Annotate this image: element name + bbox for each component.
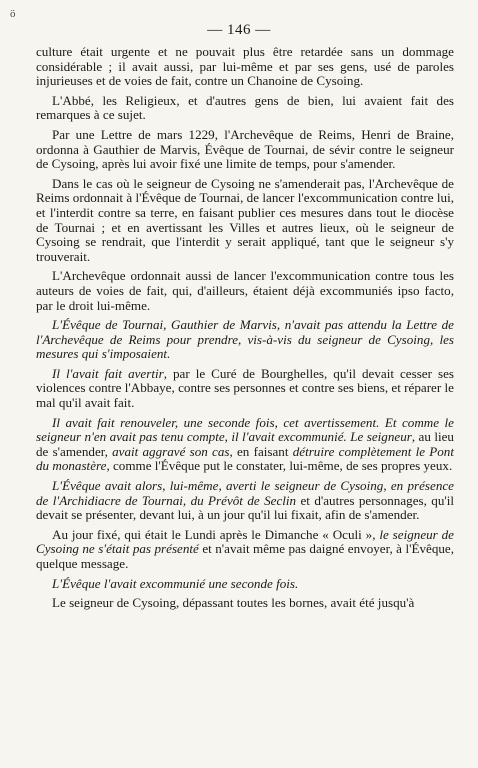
paragraph xyxy=(36,577,454,592)
text-run: L'Abbé, les Religieux, et d'autres gens de bien, lui avaient fait des remarques à ce sujet. xyxy=(36,92,454,123)
text-run: , comme l'Évêque put le constater, lui-même, de ses propres yeux. xyxy=(106,458,453,474)
italic-text: Il l'avait fait avertir xyxy=(52,365,164,381)
italic-text: L'Évêque l'avait excommunié une seconde fois. xyxy=(52,575,299,591)
text-run: et n'avait même pas daigné envoyer, à l'Évêque, quelque message. xyxy=(36,541,454,571)
text-run: culture était urgente et ne pouvait plus être retardée sans un dommage considérable ; il avait aussi, par lui-même et par ses gens, usé de paroles injurieuses et de voies de fait, contre un Chanoine de Cysoing. xyxy=(36,44,454,89)
italic-text: Il avait fait renouveler, une seconde fois, cet avertissement. Et comme le seigneur n'en avait pas tenu compte, il l'avait excommunié. Le seigneur xyxy=(36,414,454,445)
paragraph xyxy=(36,528,454,572)
paragraph xyxy=(36,318,454,362)
paragraph xyxy=(36,94,454,123)
text-run: Au jour fixé, qui était le Lundi après le Dimanche « Oculi », xyxy=(52,526,380,542)
paragraph xyxy=(36,128,454,172)
italic-text: L'Évêque avait alors, lui-même, averti le seigneur de Cysoing, en présence de l'Archidiacre de Tournai, du Prévôt de Seclin xyxy=(36,478,454,508)
paragraph xyxy=(36,269,454,313)
text-run: , en faisant xyxy=(229,443,293,459)
paragraph xyxy=(36,596,454,611)
paragraph xyxy=(36,45,454,89)
paragraph xyxy=(36,367,454,411)
text-run: , au lieu de s'amender, xyxy=(36,429,454,459)
italic-text: détruire complètement le Pont du monastère xyxy=(36,443,454,474)
body-text xyxy=(36,45,454,616)
text-run: L'Archevêque ordonnait aussi de lancer l'excommunication contre tous les auteurs de voies de fait, qui, d'ailleurs, étaient déjà excommuniés ipso facto, par le droit lui-même. xyxy=(36,268,454,313)
corner-mark: ö xyxy=(10,8,16,20)
paragraph xyxy=(36,479,454,523)
paragraph xyxy=(36,177,454,265)
text-run: et d'autres personnages, qu'il devait se présenter, devant lui, à un jour qu'il lui fixait, afin de s'amender. xyxy=(36,492,455,523)
italic-text: avait aggravé son cas xyxy=(112,443,230,459)
text-run: , par le Curé de Bourghelles, qu'il devait cesser ses violences contre l'Abbaye, contre ses personnes et contre ses biens, et réparer le mal qu'il avait fait. xyxy=(36,365,454,411)
page-number: — 146 — xyxy=(207,22,271,38)
italic-text: L'Évêque de Tournai, Gauthier de Marvis, n'avait pas attendu la Lettre de l'Archevêque de Reims pour prendre, vis-à-vis du seigneur de Cysoing, les mesures qui s'imposaient. xyxy=(36,317,454,362)
text-run: Par une Lettre de mars 1229, l'Archevêque de Reims, Henri de Braine, ordonna à Gauthier de Marvis, Évêque de Tournai, de sévir contre le seigneur de Cysoing, après lui avoir fixé une limite de temps, pour s'amender. xyxy=(36,126,454,172)
paragraph xyxy=(36,416,454,474)
text-run: Le seigneur de Cysoing, dépassant toutes les bornes, avait été jusqu'à xyxy=(52,595,415,611)
text-run: Dans le cas où le seigneur de Cysoing ne s'amenderait pas, l'Archevêque de Reims ordonnait à l'Évêque de Tournai, de lancer l'excommunication contre lui, et l'interdit contre sa terre, en faisant publier ces mesures dans tout le diocèse de Tournai ; et en avertissant les Villes et autres lieux, où le seigneur de Cysoing se rendrait, que l'interdit y serait appliqué, tant que le seigneur s'y trouverait. xyxy=(36,175,454,264)
italic-text: le seigneur de Cysoing ne s'était pas présenté xyxy=(36,526,454,557)
